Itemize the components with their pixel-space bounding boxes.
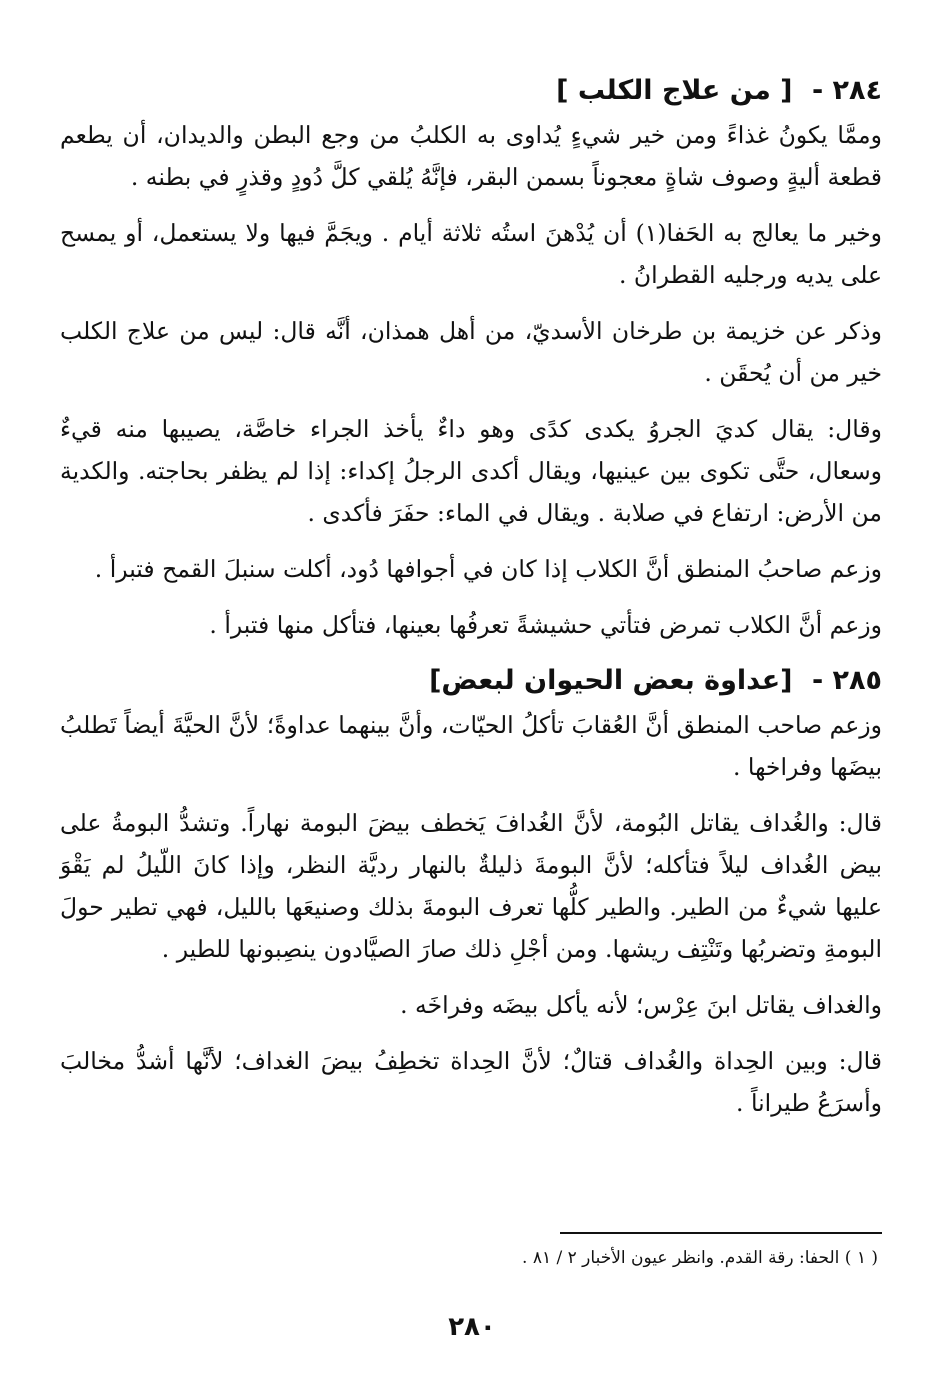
paragraph: وزعم أنَّ الكلاب تمرض فتأتي حشيشةً تعرفُها بعينها، فتأكل منها فتبرأ . <box>209 611 882 639</box>
paragraph: وذكر عن خزيمة بن طرخان الأسديّ، من أهل همذان، أنَّه قال: ليس من علاج الكلب خير من أن يُحقَن . <box>60 317 882 387</box>
section-number: ٢٨٥ - <box>811 665 882 696</box>
section-heading-284 <box>60 70 882 112</box>
section-title: [ من علاج الكلب ] <box>556 75 793 106</box>
paragraph: وزعم صاحبُ المنطق أنَّ الكلاب إذا كان في أجوافها دُود، أكلت سنبلَ القمح فتبرأ . <box>94 555 882 583</box>
section-heading-285 <box>60 660 882 702</box>
paragraph: وزعم صاحب المنطق أنَّ العُقابَ تأكلُ الحيّات، وأنَّ بينهما عداوةً؛ لأنَّ الحيَّةَ أيضاً تَطلبُ بيضَها وفراخها . <box>60 711 882 781</box>
paragraph: وممَّا يكونُ غذاءً ومن خير شيءٍ يُداوى به الكلبُ من وجع البطن والديدان، أن يطعم قطعة أليةٍ وصوف شاةٍ معجوناً بسمن البقر، فإنَّهُ يُلقي كلَّ دُودٍ وقذرٍ في بطنه . <box>60 121 882 191</box>
paragraph: وخير ما يعالج به الحَفا(١) أن يُدْهنَ استُه ثلاثة أيام . ويجَمَّ فيها ولا يستعمل، أو يمسح على يديه ورجليه القطرانُ . <box>60 219 882 289</box>
footnote: ( ١ ) الحفا: رقة القدم. وانظر عيون الأخبار ٢ / ٨١ . <box>522 1248 878 1268</box>
paragraph: وقال: يقال كديَ الجروُ يكدى كدًى وهو داءٌ يأخذ الجراء خاصَّة، يصيبها منه قيءٌ وسعال، حتَّى تكوى بين عينيها، ويقال أكدى الرجلُ إكداء: إذا لم يظفر بحاجته. والكدية من الأرض: ارتفاع في صلابة . ويقال في الماء: حفَرَ فأكدى . <box>60 415 882 527</box>
section-title: [عداوة بعض الحيوان لبعض] <box>429 665 793 696</box>
paragraph: قال: وبين الحِداة والغُداف قتالٌ؛ لأنَّ الحِداة تخطِفُ بيضَ الغداف؛ لأنَّها أشدُّ مخالبَ وأسرَعُ طيراناً . <box>60 1047 882 1117</box>
paragraph: والغداف يقاتل ابنَ عِرْس؛ لأنه يأكل بيضَه وفراخَه . <box>400 991 882 1019</box>
paragraph: قال: والغُداف يقاتل البُومة، لأنَّ الغُدافَ يَخطف بيضَ البومة نهاراً. وتشدُّ البومةُ على بيض الغُداف ليلاً فتأكله؛ لأنَّ البومةَ ذليلةٌ بالنهار رديَّة النظر، وإذا كانَ اللّيلُ لم يَقْوَ عليها شيءٌ من الطير. والطير كلُّها تعرف البومةَ بذلك وصنيعَها بالليل، فهي تطير حولَ البومةِ وتضربُها وتَنْتِف ريشها. ومن أجْلِ ذلك صارَ الصيَّادون ينصِبونها للطير . <box>60 809 882 963</box>
page-number: ٢٨٠ <box>448 1312 496 1342</box>
section-number: ٢٨٤ - <box>811 75 882 106</box>
footnote-separator <box>560 1232 882 1234</box>
